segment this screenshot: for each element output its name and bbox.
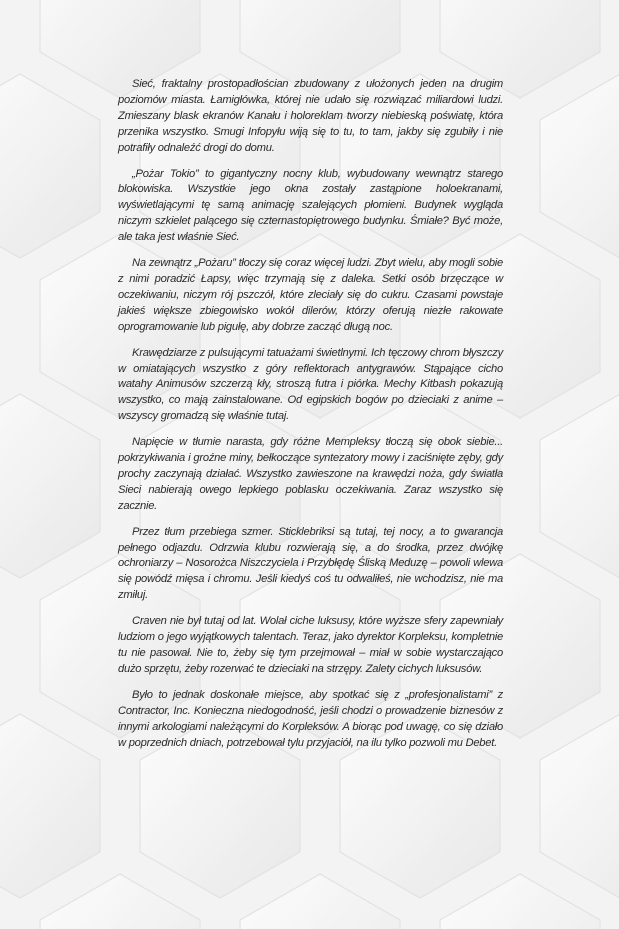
paragraph-3: Na zewnątrz „Pożaru” tłoczy się coraz więcej ludzi. Zbyt wielu, aby mogli sobie z nimi poradzić Łapsy, więc trzymają się z daleka. Setki osób brzęczące w oczekiwaniu, niczym rój pszczół, które zleciały się do cukru. Czasami powstaje jakieś większe zbiegowisko wokół dilerów, którzy oferują niezłe rakowate oprogramowanie lub pigułę, aby dobrze zacząć długą noc. <box>118 257 503 333</box>
paragraph-1: Sieć, fraktalny prostopadłościan zbudowany z ułożonych jeden na drugim poziomów miasta. Łamigłówka, której nie udało się rozwiązać miliardowi ludzi. Zmieszany blask ekranów Kanału i holoreklam tworzy niebieską poświatę, która przenika wszystko. Smugi Infopyłu wiją się to tu, to tam, jakby się zgubiły i nie potrafiły odnaleźć drogi do domu. <box>118 78 503 154</box>
paragraph-4: Krawędziarze z pulsującymi tatuażami świetlnymi. Ich tęczowy chrom błyszczy w omiatających wszystko z góry reflektorach antygrawów. Stąpające cicho watahy Animusów szczerzą kły, stroszą futra i piórka. Mechy Kitbash pokazują wszystko, co mają zainstalowane. Od egipskich bogów po dzieciaki z anime – wszyscy gromadzą się właśnie tutaj. <box>118 346 503 423</box>
paragraph-7: Craven nie był tutaj od lat. Wolał ciche luksusy, które wyższe sfery zapewniały ludziom o jego wyjątkowych talentach. Teraz, jako dyrektor Korpleksu, kompletnie tu nie pasował. Nie to, żeby się tym przejmował – miał w sobie wystarczająco dużo sprzętu, żeby rozerwać te dzieciaki na strzępy. Zalety cichych luksusów. <box>118 615 503 675</box>
paragraph-2: „Pożar Tokio” to gigantyczny nocny klub, wybudowany wewnątrz starego blokowiska. Wszystkie jego okna zostały zastąpione holoekranami, wyświetlającymi tę samą animację szalejących płomieni. Budynek wygląda niczym szkielet palącego się czternastopiętrowego budynku. Śmiałe? Być może, ale taka jest właśnie Sieć. <box>118 167 503 244</box>
paragraph-6: Przez tłum przebiega szmer. Sticklebriksi są tutaj, tej nocy, a to gwarancja pełnego odjazdu. Odrzwia klubu rozwierają się, a do środka, przez dwójkę ochroniarzy – Nosorożca Niszczyciela i Przybłędę Śliską Meduzę – powoli wlewa się powódź mięsa i chromu. Jeśli kiedyś coś tu odwaliłeś, nie wchodzisz, nie ma zmiłuj. <box>118 525 503 602</box>
paragraph-8: Było to jednak doskonałe miejsce, aby spotkać się z „profesjonalistami” z Contractor, Inc. Konieczna niedogodność, jeśli chodzi o prowadzenie biznesów z innymi arkologiami należącymi do Korpleksów. A biorąc pod uwagę, co się działo w poprzednich dniach, potrzebował tylu przyjaciół, na ilu tylko pozwoli mu Debet. <box>118 688 503 749</box>
paragraph-5: Napięcie w tłumie narasta, gdy różne Mempleksy tłoczą się obok siebie... pokrzykiwania i groźne miny, bełkoczące syntezatory mowy i zaciśnięte zęby, gdy prochy zaczynają działać. Wszystko zawieszone na krawędzi noża, gdy światła Sieci nabierają owego lepkiego poblasku oczekiwania. Zaraz wszystko się zacznie. <box>118 436 503 512</box>
story-text <box>118 77 503 761</box>
